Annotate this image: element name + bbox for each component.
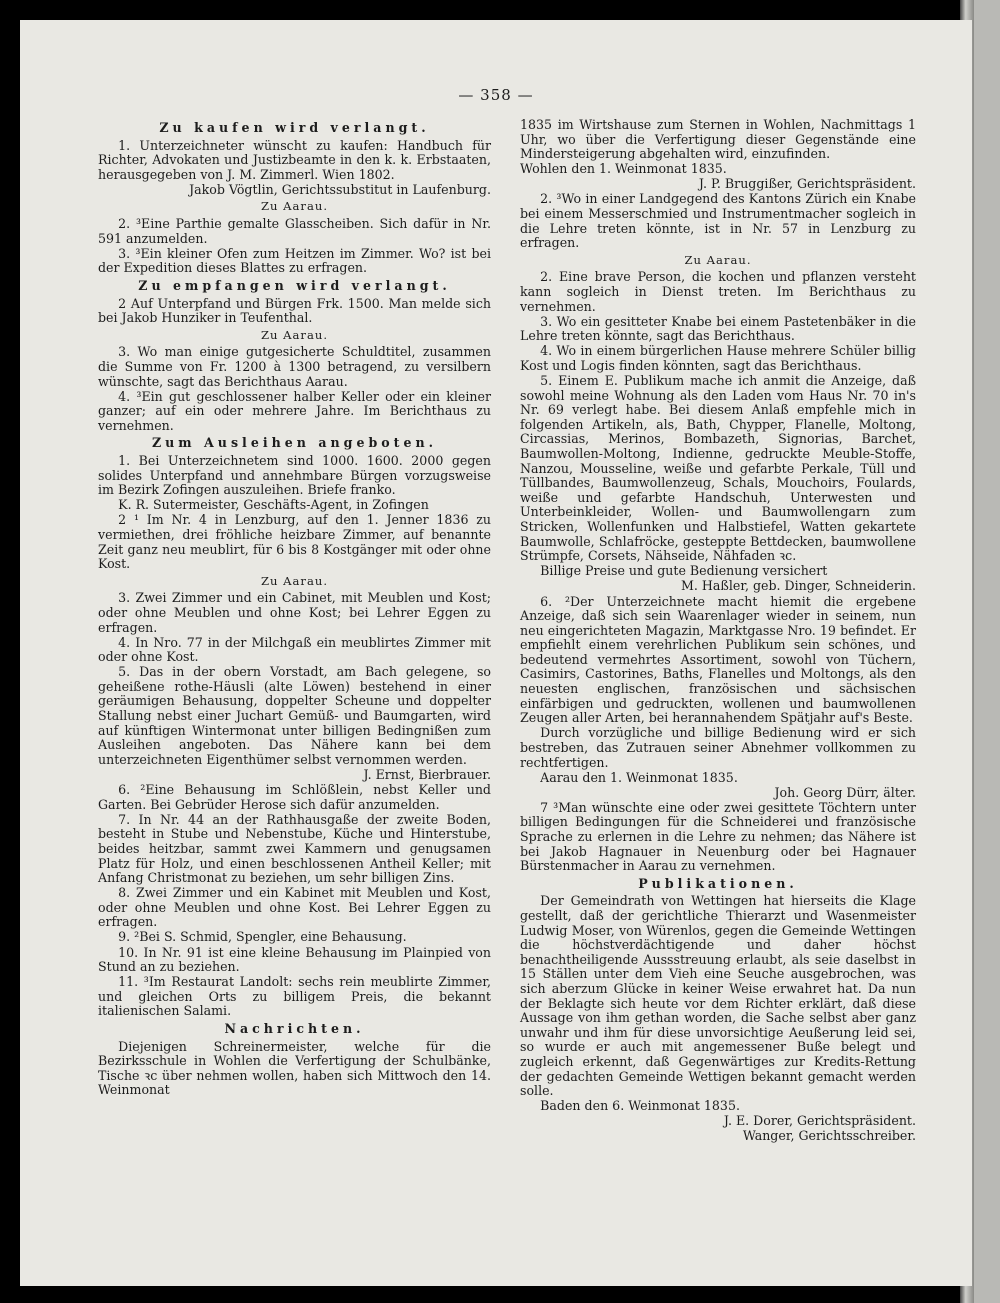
signature-line: Wanger, Gerichtsschreiber. bbox=[742, 1128, 916, 1144]
notice-paragraph: 1. Bei Unterzeichnetem sind 1000. 1600. 2000 gegen solides Unterpfand und annehmbare Bürgen vorzugsweise im Bezirk Zofingen auszuleihen. Briefe franko. bbox=[98, 452, 491, 498]
notice-paragraph: 3. Zwei Zimmer und ein Cabinet, mit Meublen und Kost; oder ohne Meublen und ohne Kost; bei Lehrer Eggen zu erfragen. bbox=[98, 590, 491, 635]
notice-paragraph: 10. In Nr. 91 ist eine kleine Behausung im Plainpied von Stund an zu beziehen. bbox=[98, 944, 491, 975]
notice-paragraph: 3. Wo ein gesitteter Knabe bei einem Pastetenbäker in die Lehre treten könnte, sagt das Berichthaus. bbox=[520, 313, 916, 344]
page-number: — 358 — bbox=[458, 86, 534, 104]
notice-paragraph: Der Gemeindrath von Wettingen hat hierseits die Klage gestellt, daß der gerichtliche Thierarzt und Wasenmeister Ludwig Moser, von Würenlos, gegen die Gemeinde Wettingen die höchstverdächtigende und daher höchst benachtheiligende Aussstreuung erlaubt, als seie daselbst in 15 Ställen unter dem Vieh eine Seuche ausgebrochen, was sich aberzum Glücke in keiner Weise erwahret hat. Da nun der Beklagte sich heute vor dem Richter erklärt, daß diese Aussage von ihm gethan worden, die Sache selbst aber ganz unwahr und ihm für diese unvorsichtige Aeußerung leid sei, so wurde er auch mit angemessener Buße belegt und zugleich erkennt, daß Gegenwärtiges zur Kredits-Rettung der gedachten Gemeinde Wettigen bekannt gemacht werden solle. bbox=[520, 893, 916, 1099]
notice-paragraph: 2 Auf Unterpfand und Bürgen Frk. 1500. Man melde sich bei Jakob Hunziker in Teufenthal. bbox=[98, 295, 491, 326]
notice-paragraph: Baden den 6. Weinmonat 1835. bbox=[540, 1098, 740, 1114]
signature-line: J. E. Dorer, Gerichtspräsident. bbox=[723, 1113, 916, 1129]
signature-line: Joh. Georg Dürr, älter. bbox=[774, 784, 916, 800]
notice-paragraph: 9. ²Bei S. Schmid, Spengler, eine Behausung. bbox=[118, 929, 407, 945]
notice-paragraph: 2. ³Wo in einer Landgegend des Kantons Zürich ein Knabe bei einem Messerschmied und Instrumentmacher sogleich in die Lehre treten könnte, ist in Nr. 57 in Lenzburg zu erfragen. bbox=[520, 191, 916, 251]
notice-paragraph: Aarau den 1. Weinmonat 1835. bbox=[540, 769, 738, 785]
notice-paragraph: 5. Einem E. Publikum mache ich anmit die Anzeige, daß sowohl meine Wohnung als den Laden vom Haus Nr. 70 in's Nr. 69 verlegt habe. Bei diesem Anlaß empfehle mich in folgenden Artikeln, als, Bath, Chypper, Flanelle, Moltong, Circassias, Merinos, Bombazeth, Signorias, Barchet, Baumwollen-Moltong, Indienne, gedruckte Meuble-Stoffe, Nanzou, Mousseline, weiße und gefarbte Perkale, Tüll und Tüllbandes, Baumwollenzeug, Schals, Mouchoirs, Foulards, weiße und gefarbte Handschuh, Unterwesten und Unterbeinkleider, Wollen- und Baumwollengarn zum Stricken, Wollenfunken und Halbstiefel, Watten gekartete Baumwolle, Schlafröcke, gesteppte Bettdecken, baumwollene Strümpfe, Corsets, Nähseide, Nähfaden ꝛc. bbox=[520, 373, 916, 564]
newspaper-page bbox=[20, 20, 972, 1286]
next-page-edge bbox=[974, 0, 1000, 1303]
notice-paragraph: 3. Wo man einige gutgesicherte Schuldtitel, zusammen die Summe von Fr. 1200 à 1300 betragend, zu versilbern wünschte, sagt das Berichthaus Aarau. bbox=[98, 344, 491, 389]
left-column bbox=[98, 118, 491, 1099]
signature-line: J. Ernst, Bierbrauer. bbox=[363, 766, 491, 782]
location-subheading: Zu Aarau. bbox=[260, 573, 329, 588]
notice-paragraph: Durch vorzügliche und billige Bedienung wird er sich bestreben, das Zutrauen seiner Abnehmer vollkommen zu rechtfertigen. bbox=[520, 725, 916, 770]
section-heading: Zum Ausleihen angeboten. bbox=[151, 435, 438, 451]
notice-paragraph: 2. ³Eine Parthie gemalte Glasscheiben. Sich dafür in Nr. 591 anzumelden. bbox=[98, 216, 491, 246]
notice-paragraph: 11. ³Im Restaurat Landolt: sechs rein meublirte Zimmer, und gleichen Orts zu billigem Preis, die bekannt italienischen Salami. bbox=[98, 974, 491, 1019]
notice-paragraph: 7. In Nr. 44 an der Rathhausgaße der zweite Boden, besteht in Stube und Nebenstube, Küche und Hinterstube, beides heitzbar, sammt zwei Kammern und genugsamen Platz für Holz, und einen beschlossenen Antheil Keller; mit Anfang Christmonat zu beziehen, um sehr billigen Zins. bbox=[98, 811, 491, 886]
notice-paragraph: Wohlen den 1. Weinmonat 1835. bbox=[520, 161, 727, 177]
notice-paragraph: 6. ²Eine Behausung im Schlößlein, nebst Keller und Garten. Bei Gebrüder Herose sich dafür anzumelden. bbox=[98, 782, 491, 812]
signature-line: M. Haßler, geb. Dinger, Schneiderin. bbox=[681, 578, 916, 594]
notice-paragraph: 4. Wo in einem bürgerlichen Hause mehrere Schüler billig Kost und Logis finden könnten, sagt das Berichthaus. bbox=[520, 343, 916, 373]
location-subheading: Zu Aarau. bbox=[260, 199, 329, 214]
signature-line: K. R. Sutermeister, Geschäfts-Agent, in Zofingen bbox=[118, 497, 429, 513]
notice-paragraph: 2 ¹ Im Nr. 4 in Lenzburg, auf den 1. Jenner 1836 zu vermiethen, drei fröhliche heizbare Zimmer, auf benannte Zeit ganz neu meublirt, für 6 bis 8 Kostgänger mit oder ohne Kost. bbox=[98, 512, 491, 572]
notice-paragraph: 4. ³Ein gut geschlossener halber Keller oder ein kleiner ganzer; auf ein oder mehrere Jahre. Im Berichthaus zu vernehmen. bbox=[98, 388, 491, 433]
location-subheading: Zu Aarau. bbox=[684, 252, 752, 267]
notice-paragraph: 1. Unterzeichneter wünscht zu kaufen: Handbuch für Richter, Advokaten und Justizbeamte in den k. k. Erbstaaten, herausgegeben von J. M. Zimmerl. Wien 1802. bbox=[98, 137, 491, 182]
notice-paragraph: 5. Das in der obern Vorstadt, am Bach gelegene, so geheißene rothe-Häusli (alte Löwen) bestehend in einer geräumigen Behausung, doppelter Scheune und doppelter Stallung nebst einer Juchart Gemüß- und Baumgarten, wird auf künftigen Wintermonat unter billigen Bedingnißen zum Ausleihen angeboten. Das Nähere kann bei dem unterzeichneten Eigenthümer selbst vernommen werden. bbox=[98, 664, 491, 767]
section-heading: Zu kaufen wird verlangt. bbox=[159, 120, 430, 135]
notice-paragraph: Diejenigen Schreinermeister, welche für die Bezirksschule in Wohlen die Verfertigung der Schulbänke, Tische ꝛc über nehmen wollen, haben sich Mittwoch den 14. Weinmonat bbox=[98, 1038, 491, 1098]
notice-paragraph: 3. ³Ein kleiner Ofen zum Heitzen im Zimmer. Wo? ist bei der Expedition dieses Blattes zu erfragen. bbox=[98, 245, 491, 276]
notice-paragraph: 7 ³Man wünschte eine oder zwei gesittete Töchtern unter billigen Bedingungen für die Schneiderei und französische Sprache zu erlernen in die Lehre zu nehmen; das Nähere ist bei Jakob Hagnauer in Neuenburg oder bei Hagnauer Bürstenmacher in Aarau zu vernehmen. bbox=[520, 799, 916, 874]
notice-paragraph: Billige Preise und gute Bedienung versichert bbox=[540, 563, 828, 579]
notice-paragraph: 6. ²Der Unterzeichnete macht hiemit die ergebene Anzeige, daß sich sein Waarenlager wieder in seinem, nun neu eingerichteten Magazin, Marktgasse Nro. 19 befindet. Er empfiehlt einem verehrlichen Publikum sein schönes, und bedeutend vermehrtes Assortiment, sowohl von Tüchern, Casimirs, Castorines, Baths, Flanelles und Moltongs, als den neuesten englischen, französischen und sächsischen einfärbigen und gedruckten, wollenen und baumwollenen Zeugen aller Arten, bei herannahendem Spätjahr auf's Beste. bbox=[520, 593, 916, 726]
notice-paragraph: 2. Eine brave Person, die kochen und pflanzen versteht kann sogleich in Dienst treten. Im Berichthaus zu vernehmen. bbox=[520, 269, 916, 314]
signature-line: Jakob Vögtlin, Gerichtssubstitut in Laufenburg. bbox=[189, 181, 491, 197]
signature-line: J. P. Bruggißer, Gerichtspräsident. bbox=[698, 176, 916, 192]
section-heading: Nachrichten. bbox=[224, 1021, 365, 1037]
section-heading: Publikationen. bbox=[638, 875, 798, 891]
right-column bbox=[520, 118, 916, 1144]
section-heading: Zu empfangen wird verlangt. bbox=[138, 277, 451, 293]
location-subheading: Zu Aarau. bbox=[260, 327, 329, 342]
notice-paragraph: 4. In Nro. 77 in der Milchgaß ein meublirtes Zimmer mit oder ohne Kost. bbox=[98, 634, 491, 665]
notice-paragraph: 8. Zwei Zimmer und ein Kabinet mit Meublen und Kost, oder ohne Meublen und ohne Kost. Bei Lehrer Eggen zu erfragen. bbox=[98, 885, 491, 930]
notice-paragraph: 1835 im Wirtshause zum Sternen in Wohlen, Nachmittags 1 Uhr, wo über die Verfertigung dieser Gegenstände eine Mindersteigerung abgehalten wird, einzufinden. bbox=[520, 117, 916, 162]
